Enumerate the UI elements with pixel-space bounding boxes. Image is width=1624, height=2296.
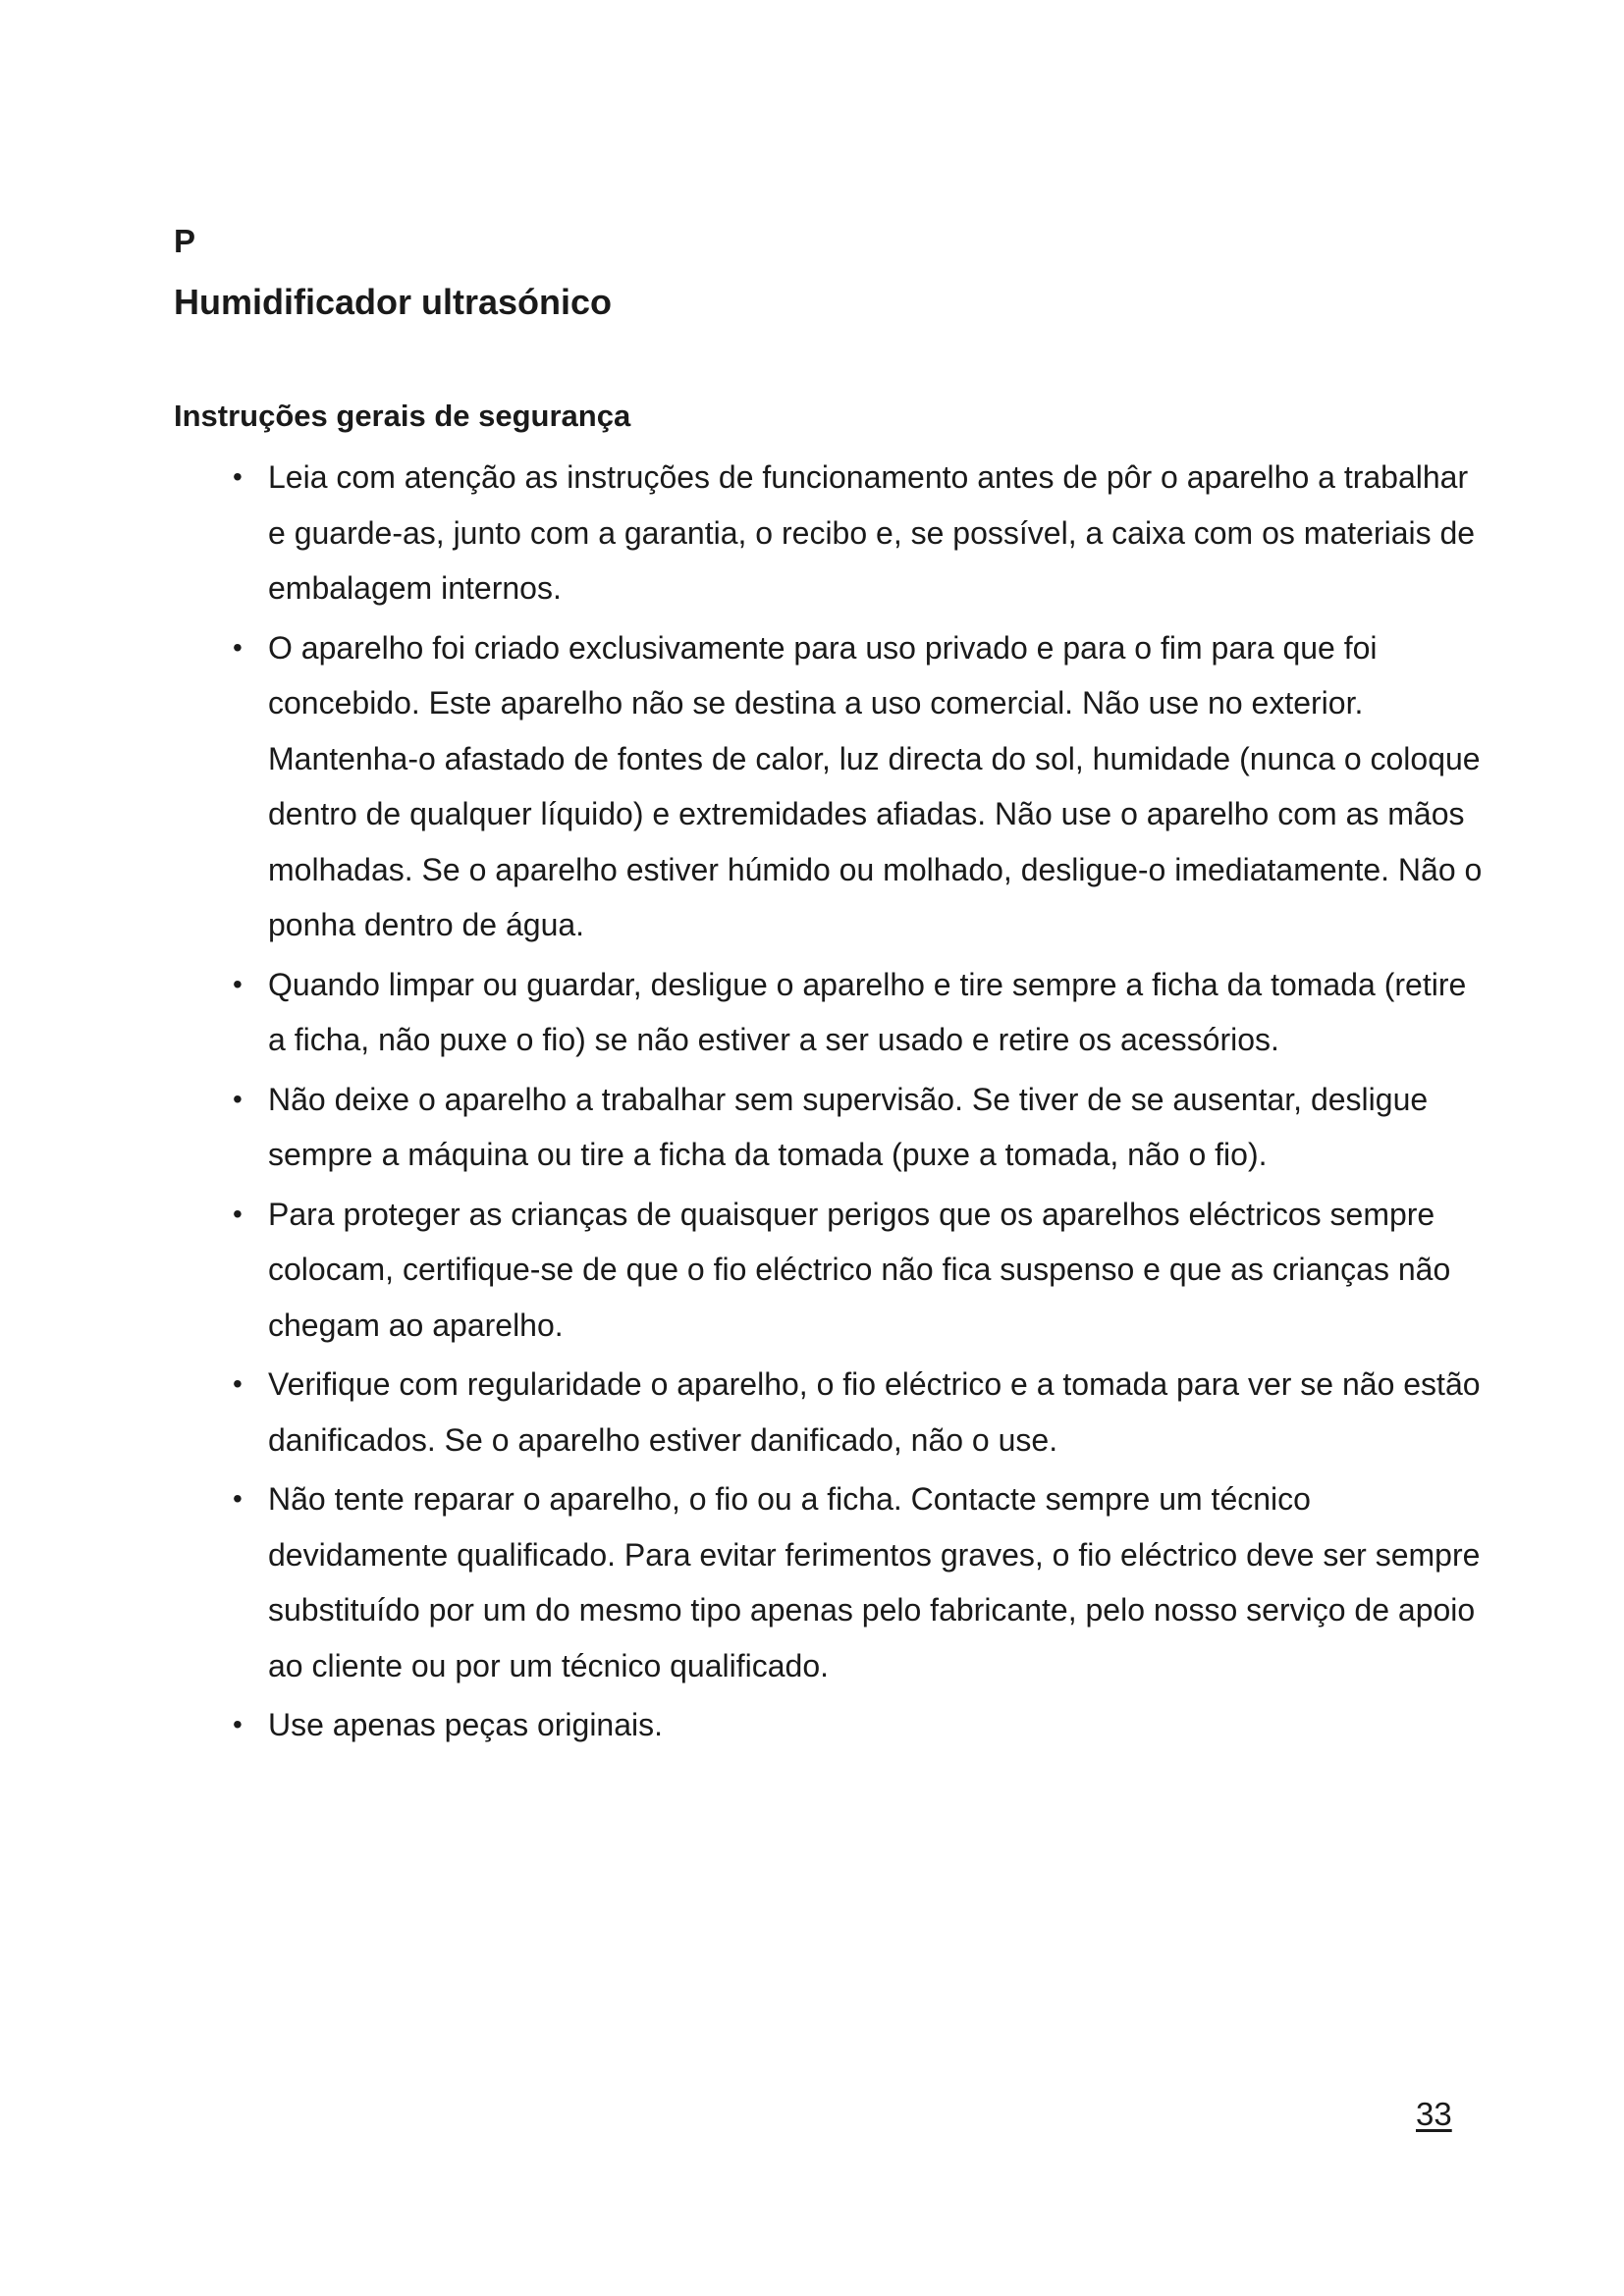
list-item — [174, 1187, 1489, 1354]
list-item-text: Não deixe o aparelho a trabalhar sem supervisão. Se tiver de se ausentar, desligue sempre a máquina ou tire a ficha da tomada (puxe a tomada, não o fio). — [268, 1081, 1429, 1172]
list-item-text: Verifique com regularidade o aparelho, o fio eléctrico e a tomada para ver se não estão danificados. Se o aparelho estiver danificado, não o use. — [268, 1366, 1481, 1458]
list-item — [174, 1697, 1489, 1753]
list-item-text: Leia com atenção as instruções de funcionamento antes de pôr o aparelho a trabalhar e guarde-as, junto com a garantia, o recibo e, se possível, a caixa com os materiais de embalagem internos. — [268, 459, 1476, 606]
section-heading: Instruções gerais de segurança — [174, 399, 631, 433]
list-item-text: O aparelho foi criado exclusivamente para uso privado e para o fim para que foi concebido. Este aparelho não se destina a uso comercial. Não use no exterior. Mantenha-o afastado de fontes de calor, luz directa do sol, humidade (nunca o coloque dentro de qualquer líquido) e extremidades afiadas. Não use o aparelho com as mãos molhadas. Se o aparelho estiver húmido ou molhado, desligue-o imediatamente. Não o ponha dentro de água. — [268, 629, 1483, 942]
bullet-icon: • — [233, 1709, 243, 1739]
list-item-text: Para proteger as crianças de quaisquer perigos que os aparelhos eléctricos sempre colocam, certifique-se de que o fio eléctrico não fica suspenso e que as crianças não chegam ao aparelho. — [268, 1196, 1451, 1343]
bullet-icon: • — [233, 631, 243, 663]
language-code: P — [174, 223, 196, 259]
list-item-text: Quando limpar ou guardar, desligue o aparelho e tire sempre a ficha da tomada (retire a ficha, não puxe o fio) se não estiver a ser usado e retire os acessórios. — [268, 966, 1467, 1057]
page-number: 33 — [1416, 2096, 1452, 2132]
list-item — [174, 1471, 1489, 1693]
bullet-icon: • — [233, 1368, 243, 1399]
list-item — [174, 450, 1489, 616]
bullet-icon: • — [233, 1198, 243, 1229]
list-item — [174, 1357, 1489, 1468]
bullet-icon: • — [233, 968, 243, 999]
bullet-icon: • — [233, 1483, 243, 1514]
list-item — [174, 620, 1489, 953]
page-title: Humidificador ultrasónico — [174, 282, 613, 322]
list-item — [174, 1072, 1489, 1183]
safety-instructions-list — [174, 450, 1489, 1757]
list-item-text: Não tente reparar o aparelho, o fio ou a ficha. Contacte sempre um técnico devidamente qualificado. Para evitar ferimentos graves, o fio eléctrico deve ser sempre substituído por um do mesmo tipo apenas pelo fabricante, pelo nosso serviço de apoio ao cliente ou por um técnico qualificado. — [268, 1481, 1481, 1683]
list-item-text: Use apenas peças originais. — [268, 1707, 664, 1742]
bullet-icon: • — [233, 1083, 243, 1114]
bullet-icon: • — [233, 461, 243, 492]
list-item — [174, 957, 1489, 1068]
